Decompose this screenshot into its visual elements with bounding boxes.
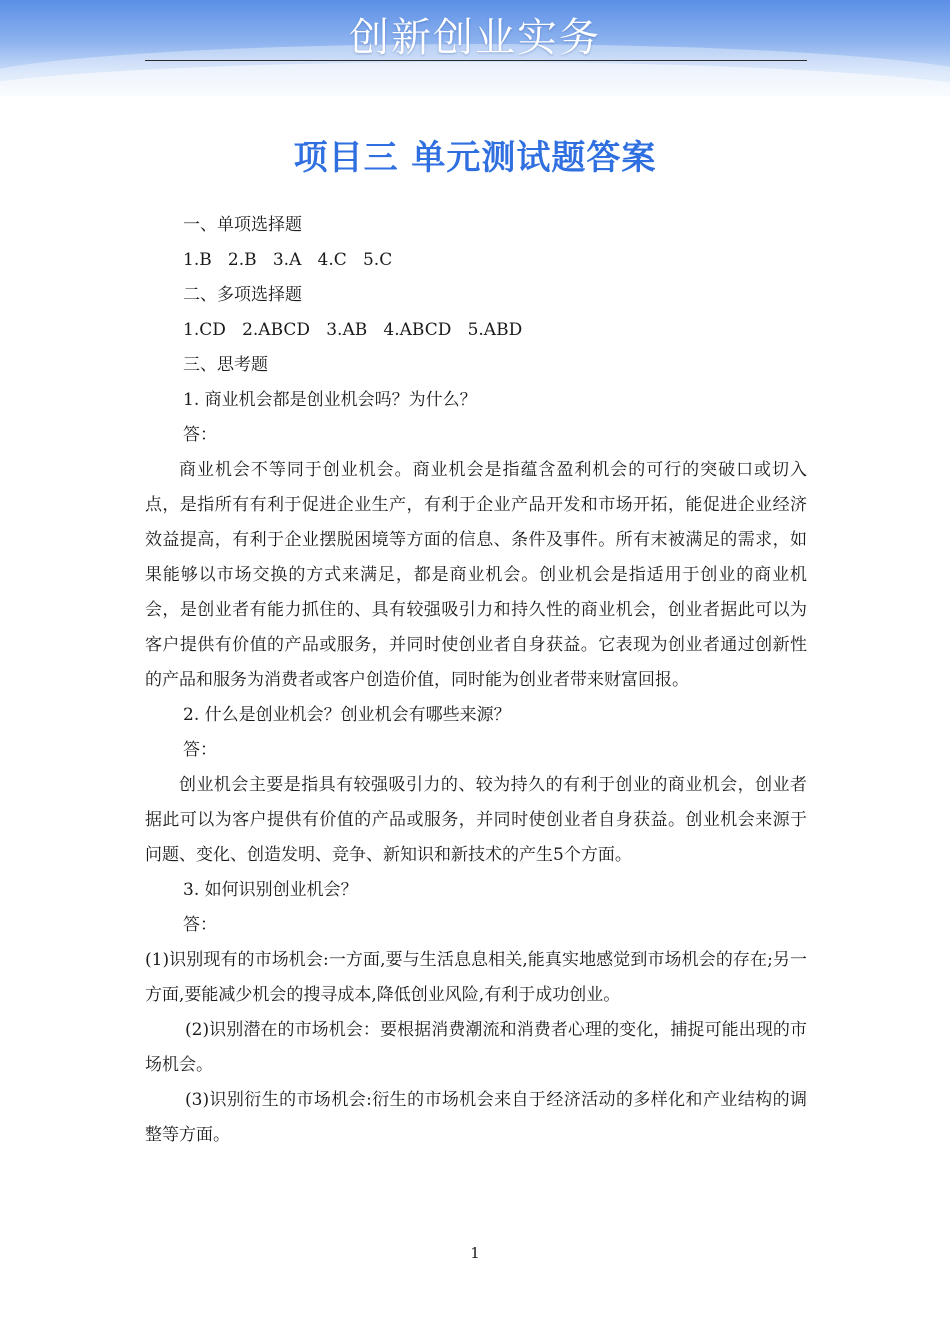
answer-paragraph: (3)识别衍生的市场机会:衍生的市场机会来自于经济活动的多样化和产业结构的调整等方面。	[145, 1090, 807, 1145]
header-title: 创新创业实务	[349, 15, 601, 61]
answer-label: 答：	[183, 740, 217, 760]
section-heading: 一、单项选择题	[183, 215, 302, 235]
answer-line: 1.B 2.B 3.A 4.C 5.C	[183, 250, 393, 270]
question: 3. 如何识别创业机会？	[183, 880, 358, 900]
header-band	[0, 0, 950, 96]
page-number: 1	[470, 1244, 480, 1262]
answer-paragraph: 商业机会不等同于创业机会。商业机会是指蕴含盈利机会的可行的突破口或切入点，是指所有有利于促进企业生产，有利于企业产品开发和市场开拓，能促进企业经济效益提高，有利于企业摆脱困境等方面的信息、条件及事件。所有末被满足的需求，如果能够以市场交换的方式来满足，都是商业机会。创业机会是指适用于创业的商业机会，是创业者有能力抓住的、具有较强吸引力和持久性的商业机会，创业者据此可以为客户提供有价值的产品或服务，并同时使创业者自身获益。它表现为创业者通过创新性的产品和服务为消费者或客户创造价值，同时能为创业者带来财富回报。	[145, 460, 807, 690]
question: 2. 什么是创业机会？创业机会有哪些来源？	[183, 705, 511, 725]
answer-label: 答：	[183, 915, 217, 935]
answer-line: 1.CD 2.ABCD 3.AB 4.ABCD 5.ABD	[183, 320, 523, 340]
section-heading: 三、思考题	[183, 355, 268, 375]
answer-paragraph: (1)识别现有的市场机会:一方面,要与生活息息相关,能真实地感觉到市场机会的存在;另一方面,要能减少机会的搜寻成本,降低创业风险,有利于成功创业。	[145, 950, 807, 1005]
answer-label: 答：	[183, 425, 217, 445]
section-heading: 二、多项选择题	[183, 285, 302, 305]
question: 1. 商业机会都是创业机会吗？为什么？	[183, 390, 477, 410]
document-body	[145, 208, 807, 1153]
document-title: 项目三 单元测试题答案	[293, 138, 657, 178]
answer-paragraph: 创业机会主要是指具有较强吸引力的、较为持久的有利于创业的商业机会，创业者据此可以为客户提供有价值的产品或服务，并同时使创业者自身获益。创业机会来源于问题、变化、创造发明、竞争、新知识和新技术的产生5个方面。	[145, 775, 807, 865]
answer-paragraph: (2)识别潜在的市场机会：要根据消费潮流和消费者心理的变化，捕捉可能出现的市场机会。	[145, 1020, 807, 1075]
header-divider	[145, 60, 807, 61]
